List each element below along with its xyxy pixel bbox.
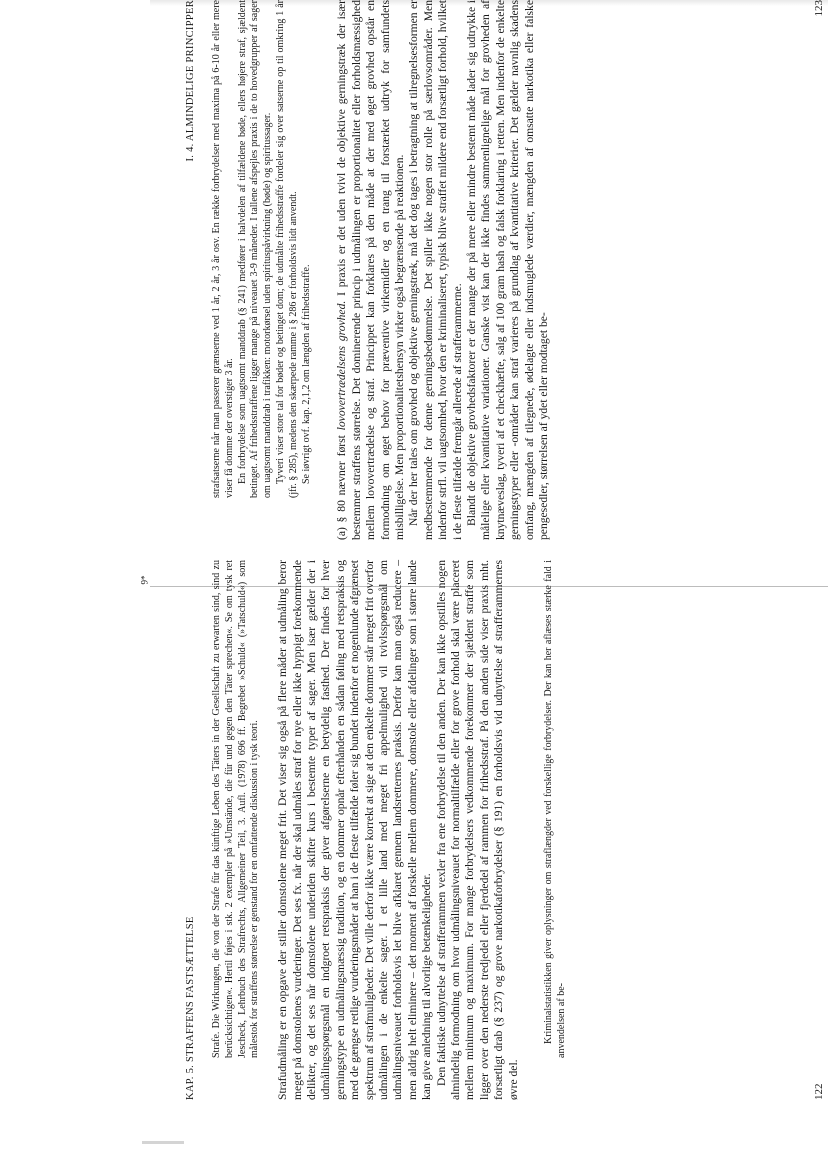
footnote-text: Tyveri viser store tal for bøder og betinget dom; de udmålte frihedsstraffe fordeler sig over satserne op til omkring 1 år (jfr. § 285), medens den skærpede ramme i § 286 er forholdsvis lidt anvendt.	[274, 0, 299, 498]
footnote-continuation	[211, 0, 313, 540]
page-number-left: 122	[813, 1083, 825, 1100]
page-body-right	[211, 0, 551, 540]
section-a-emphasis: lovovertrædelsens grovhed.	[335, 300, 349, 431]
margin-mark: 9*	[139, 575, 150, 585]
page-122	[185, 560, 825, 1100]
scan-speck	[142, 1141, 184, 1144]
footnote-text: Strafe. Die Wirkungen, die von der Strafe für das künftige Leben des Täters in der Gesellschaft zu erwarten sind, sind zu berücksichtigen«. Hertil føjes i stk. 2 exempler på »Umstände, die für und gegen den Täter sprechen«. Se om tysk ret Jescheck, Lehrbuch des Strafrechts, Allgemeiner Teil, 3. Aufl. (1978) 696 ff. Begrebet »Schuld« (»Tatschuld«) som målestok for straffens størrelse er genstand for en omfattende diskussion i tysk teori.	[211, 560, 261, 1058]
section-a-lead: (a) § 80 nævner først	[335, 430, 349, 540]
body-paragraph: Strafudmåling er en opgave der stiller domstolene meget frit. Det viser sig også på flere måder at udmåling beror meget på domstolenes vurderinger. Det ses fx. når der skal udmåles straf for nye eller ikke hyppigt forekommende delikter, og det ses når domstolene underiden skifter kurs i bestemte typer af sager. Men især gælder der i udmålingsspørgsmål en indgroet retspraksis der giver afgørelserne en betydelig fasthed. Der findes for hver gerningstype en udmålingsmæssig tradition, og en dommer opnår efterhånden en sådan føling med retspraksis og med de gængse retlige vurderingsmåder at han i de fleste tilfælde føler sig bundet indenfor et nogenlunde afgrænset spektrum af strafmuligheder. Det ville derfor ikke være korrekt at sige at den enkelte dommer står meget frit overfor udmålingen i de enkelte sager. I et lille land med meget fri appelmulighed vil tvivlsspørgsmål om udmålingsniveauet forholdsvis let blive afklaret gennem landsretternes praksis. Derfor kan man også reducere – men aldrig helt eliminere – det moment af forskelle mellem dommere, domstole eller afdelinger som i større lande kan give anledning til alvorlige betænkeligheder.	[276, 560, 434, 1100]
footnote-text: En forbrydelse som uagtsomt manddrab (§ 241) medfører i halvdelen af tilfældene bøde, ellers højere straf, sjældent betinget. Af frihedsstraffene ligger mange på niveauet 3-9 måneder. I tallene afspejles praxis i de to hovedgrupper af sager om uagtsomt manddrab i trafikken: motorkørsel uden spirituspåvirkning (bøde) og spiritussager.	[236, 0, 274, 498]
section-a-paragraph	[335, 0, 407, 540]
footnote-text: Se iøvrigt ovf. kap. 2,1,2 om længden af frihedsstraffe.	[300, 264, 312, 484]
running-head-right: I. 4. ALMINDELIGE PRINCIPPER	[185, 0, 196, 162]
footnote-continuation	[211, 560, 262, 1100]
footnote-text: strafsatserne når man passerer grænserne ved 1 år, 2 år, 3 år osv. En række forbrydelser med maxima på 6-10 år eller mere viser få domme der overstiger 3 år.	[211, 0, 235, 498]
body-paragraph: Blandt de objektive grovhedsfaktorer er der mange der på mere eller mindre bestemt måde lader sig udtrykke i målelige eller kvantitative variationer. Ganske vist kan der ikke findes sammenlignelige mål for grovheden af knytnæveslag, tyveri af et checkhæfte, salg af 100 gram hash og falsk forklaring i retten. Men indenfor de enkelte gerningstyper eller -områder kan straf varieres på grundlag af kvantitative kriterier. Det gælder navnlig skadens omfang, mængden af tilegnede, ødelagte eller indsmuglede værdier, mængden af omsatte narkotika eller falske pengesedler, størrelsen af ydet eller modtaget be-	[465, 0, 551, 540]
section-a-text: I praxis er det uden tvivl de objektive gerningstræk der især bestemmer straffens størrelse. Det dominerende princip i udmålingen er proportionalitet eller forholdsmæssighed mellem lovovertrædelse og straf. Princippet kan forklares på den måde at der med øget grovhed opstår en formodning om øget behov for præventive virkemidler og en trang til forstærket udtryk for samfundets misbilligelse. Men proportionalitetshensyn virker også begrænsende på reaktionen.	[335, 0, 406, 540]
footnote-text: Kriminalstatistikken giver oplysninger om straflængder ved forskellige forbrydelser. Der kan her aflæses stærke fald i anvendelsen af be-	[543, 560, 567, 1058]
body-paragraph: Den faktiske udnyttelse af strafferammen vexler fra ene forbrydelse til den anden. Der kan ikke opstilles nogen almindelig formodning om hvor udmålingsniveauet for normaltilfælde eller for grove forhold skal være placeret mellem minimum og maximum. For mange forbrydelsers vedkommende forekommer der sjældent straffe som ligger over den nederste tredjedel eller fjerdedel af rammen for frihedsstraf. På den anden side viser praxis mht. forsætligt drab (§ 237) og grove narkotikaforbrydelser (§ 191) en forholdsvis vid udnyttelse af strafferammernes øvre del.	[434, 560, 520, 1100]
running-head-left: KAP. 5. STRAFFENS FASTSÆTTELSE	[185, 916, 196, 1100]
body-paragraph: Når der her tales om grovhed og objektive gerningstræk, må det dog tages i betragtning at tilregnelsesformen er medbestemmende for denne gerningsbedømmelse. Det spiller ikke nogen stor rolle på særlovsområder. Men indenfor strfl. vil uagtsomhed, hvor den er kriminaliseret, typisk blive straffet mildere end forsætligt forhold, hvilket i de fleste tilfælde fremgår allerede af strafferammerne.	[407, 0, 464, 540]
page-123	[185, 0, 825, 540]
footnote-block	[543, 560, 569, 1100]
page-body-left	[211, 560, 569, 1100]
page-number-right: 123	[813, 0, 825, 17]
